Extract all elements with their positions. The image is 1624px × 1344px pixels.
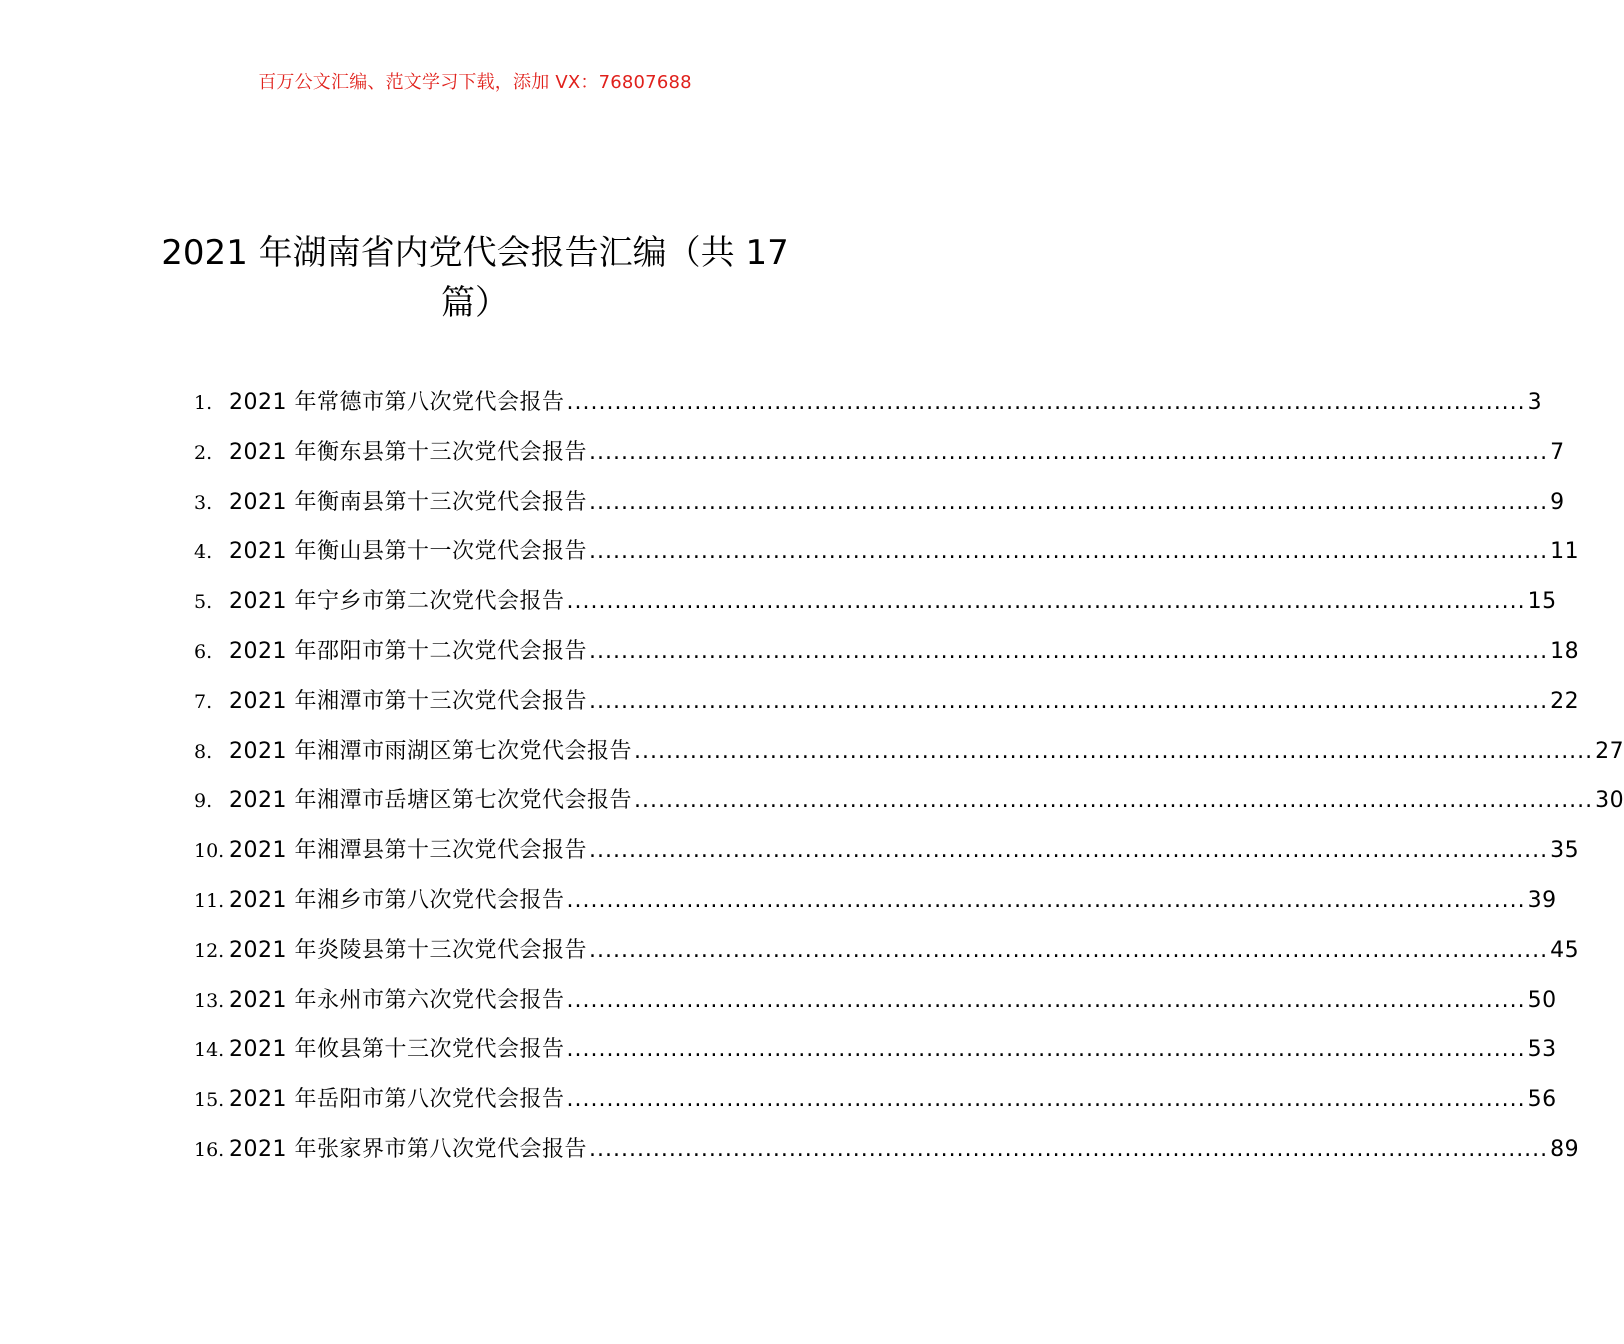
header-note: 百万公文汇编、范文学习下载，添加 VX：76807688 <box>258 72 692 93</box>
toc-dot-leader: ........................................................................................................................ <box>588 638 1549 664</box>
toc-entry-page-number: 89 <box>1550 1136 1580 1162</box>
toc-entry-number: 16. <box>194 1138 225 1161</box>
toc-entry-number: 9. <box>194 790 213 813</box>
toc-dot-leader: ........................................................................................................................ <box>588 688 1549 714</box>
toc-entry-number: 13. <box>194 989 225 1012</box>
toc-dot-leader: ........................................................................................................................ <box>633 738 1594 764</box>
toc-entry-number: 3. <box>194 491 213 514</box>
toc-entry-page-number: 18 <box>1550 638 1580 664</box>
toc-entry-page-number: 35 <box>1550 838 1580 864</box>
toc-dot-leader: ........................................................................................................................ <box>588 1136 1549 1162</box>
toc-entry-page-number: 30 <box>1595 788 1624 814</box>
toc-entry-title[interactable]: 2021 年永州市第六次党代会报告 <box>229 987 565 1013</box>
toc-entry-page-number: 45 <box>1550 937 1580 963</box>
toc-entry-number: 10. <box>194 840 225 863</box>
toc-entry-title[interactable]: 2021 年常德市第八次党代会报告 <box>229 390 565 415</box>
table-of-contents <box>194 385 1624 1182</box>
toc-entry[interactable] <box>194 684 1580 734</box>
toc-entry[interactable] <box>194 485 1565 535</box>
toc-entry-title[interactable]: 2021 年宁乡市第二次党代会报告 <box>229 589 565 615</box>
toc-entry[interactable] <box>194 1032 1557 1082</box>
toc-entry-page-number: 56 <box>1527 1087 1557 1113</box>
toc-entry[interactable] <box>194 584 1557 634</box>
toc-entry-number: 11. <box>194 889 225 912</box>
toc-entry-page-number: 11 <box>1550 539 1580 565</box>
toc-entry-number: 12. <box>194 939 225 962</box>
toc-entry-page-number: 39 <box>1527 887 1557 913</box>
toc-entry[interactable] <box>194 883 1557 933</box>
toc-dot-leader: ........................................................................................................................ <box>588 489 1549 515</box>
toc-entry-number: 6. <box>194 640 213 663</box>
toc-entry-page-number: 50 <box>1527 987 1557 1013</box>
toc-dot-leader: ........................................................................................................................ <box>566 1087 1526 1113</box>
toc-entry[interactable] <box>194 833 1580 883</box>
toc-entry[interactable] <box>194 1132 1580 1182</box>
toc-entry-page-number: 22 <box>1550 688 1580 714</box>
toc-dot-leader: ........................................................................................................................ <box>588 937 1549 963</box>
toc-entry[interactable] <box>194 435 1565 485</box>
toc-entry-title[interactable]: 2021 年湘潭县第十三次党代会报告 <box>229 838 587 864</box>
toc-dot-leader: ........................................................................................................................ <box>566 390 1526 415</box>
toc-entry[interactable] <box>194 385 1543 435</box>
toc-entry-title[interactable]: 2021 年炎陵县第十三次党代会报告 <box>229 937 587 963</box>
toc-entry-title[interactable]: 2021 年湘潭市岳塘区第七次党代会报告 <box>229 788 632 814</box>
toc-dot-leader: ........................................................................................................................ <box>588 838 1549 864</box>
toc-entry-page-number: 3 <box>1527 390 1543 415</box>
toc-dot-leader: ........................................................................................................................ <box>588 539 1549 565</box>
toc-dot-leader: ........................................................................................................................ <box>566 1037 1526 1063</box>
document-title: 2021 年湖南省内党代会报告汇编（共 17 篇） <box>161 233 789 323</box>
toc-entry-title[interactable]: 2021 年衡东县第十三次党代会报告 <box>229 439 587 465</box>
toc-entry-number: 2. <box>194 441 213 464</box>
toc-entry-page-number: 15 <box>1527 589 1557 615</box>
toc-dot-leader: ........................................................................................................................ <box>566 589 1526 615</box>
toc-dot-leader: ........................................................................................................................ <box>588 439 1549 465</box>
toc-entry-number: 7. <box>194 690 213 713</box>
toc-entry[interactable] <box>194 534 1580 584</box>
toc-entry[interactable] <box>194 734 1624 784</box>
toc-entry-page-number: 9 <box>1550 489 1565 515</box>
toc-entry[interactable] <box>194 783 1624 833</box>
toc-entry-number: 14. <box>194 1039 225 1062</box>
toc-entry-title[interactable]: 2021 年湘潭市第十三次党代会报告 <box>229 688 587 714</box>
toc-entry-title[interactable]: 2021 年岳阳市第八次党代会报告 <box>229 1087 565 1113</box>
toc-entry[interactable] <box>194 983 1557 1033</box>
toc-entry-title[interactable]: 2021 年张家界市第八次党代会报告 <box>229 1136 587 1162</box>
toc-entry-number: 1. <box>194 392 213 414</box>
toc-dot-leader: ........................................................................................................................ <box>566 987 1526 1013</box>
toc-entry-number: 5. <box>194 591 213 614</box>
toc-entry-number: 15. <box>194 1089 225 1112</box>
toc-entry-number: 8. <box>194 740 213 763</box>
toc-entry-title[interactable]: 2021 年湘乡市第八次党代会报告 <box>229 887 565 913</box>
toc-entry-title[interactable]: 2021 年攸县第十三次党代会报告 <box>229 1037 565 1063</box>
toc-dot-leader: ........................................................................................................................ <box>566 887 1526 913</box>
toc-entry-page-number: 27 <box>1595 738 1624 764</box>
toc-entry-title[interactable]: 2021 年衡南县第十三次党代会报告 <box>229 489 587 515</box>
toc-entry-number: 4. <box>194 541 213 564</box>
toc-entry-page-number: 53 <box>1527 1037 1557 1063</box>
toc-entry[interactable] <box>194 1082 1557 1132</box>
toc-entry-title[interactable]: 2021 年衡山县第十一次党代会报告 <box>229 539 587 565</box>
toc-entry[interactable] <box>194 933 1580 983</box>
toc-entry[interactable] <box>194 634 1580 684</box>
toc-entry-page-number: 7 <box>1550 439 1565 465</box>
toc-entry-title[interactable]: 2021 年湘潭市雨湖区第七次党代会报告 <box>229 738 632 764</box>
toc-dot-leader: ........................................................................................................................ <box>633 788 1594 814</box>
toc-entry-title[interactable]: 2021 年邵阳市第十二次党代会报告 <box>229 638 587 664</box>
